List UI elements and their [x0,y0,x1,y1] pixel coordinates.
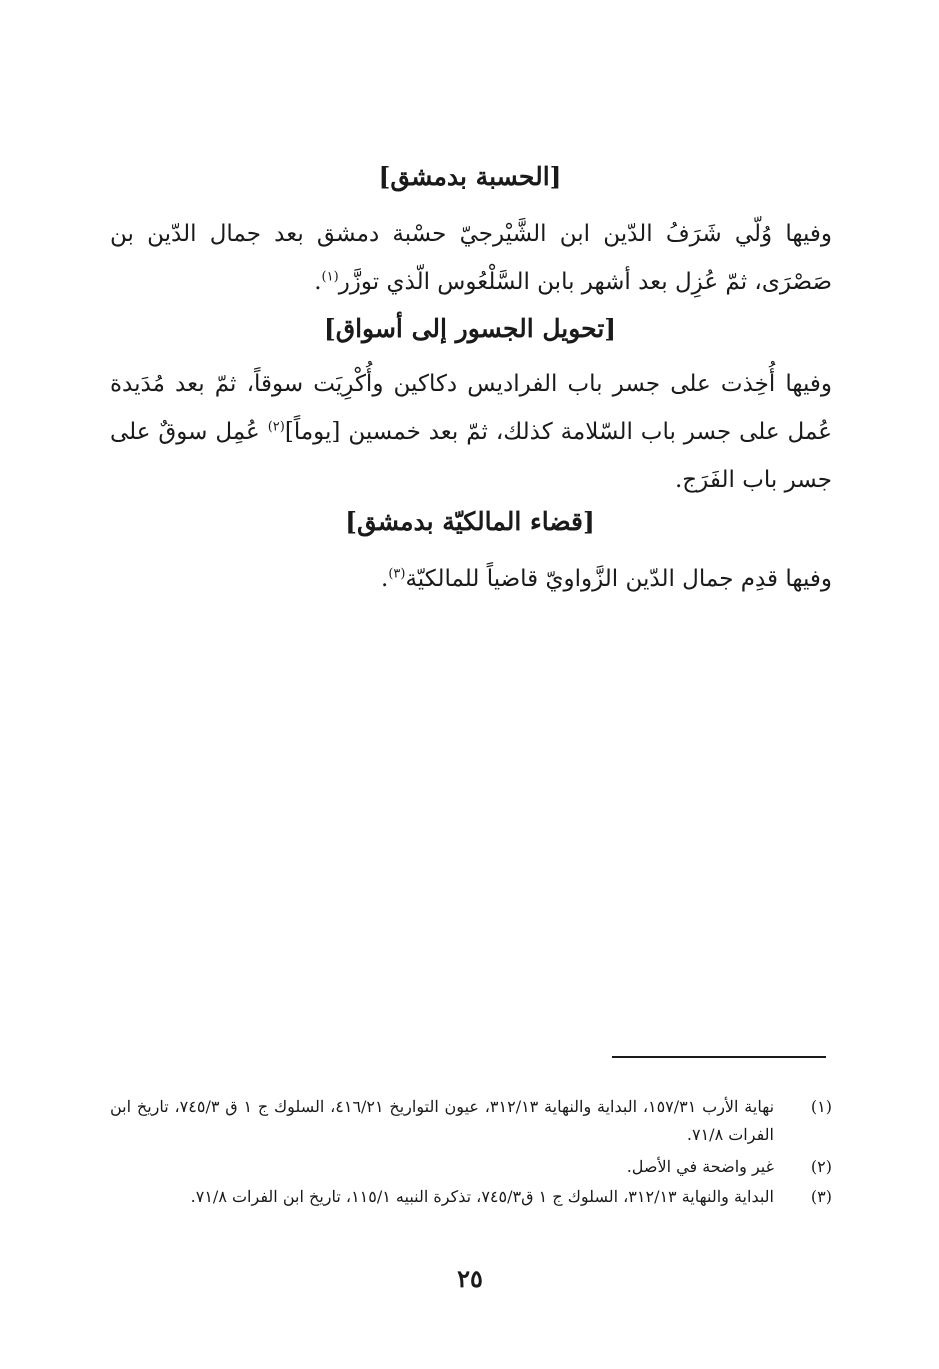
footnote-number: (١) [810,1097,832,1116]
footnote-text: البداية والنهاية ٣١٢/١٣، السلوك ج ١ ق٧٤٥/٣، تذكرة النبيه ١١٥/١، تاريخ ابن الفرات ٧١/٨. [190,1187,774,1206]
footnote-number: (٣) [810,1187,832,1206]
section-heading-maliki: [قضاء المالكيّة بدمشق] [345,507,595,536]
footnote-text: نهاية الأرب ١٥٧/٣١، البداية والنهاية ٣١٢/١٣، عيون التواريخ ٤١٦/٢١، السلوك ج ١ ق ٧٤٥/٣، تاريخ ابن الفرات ٧١/٨. [110,1097,775,1144]
paragraph-text: وفيها أُخِذت على جسر باب الفراديس دكاكين وأُكْرِيَت سوقاً، ثمّ بعد مُدَيدة عُمل على جسر باب السّلامة كذلك، ثمّ بعد خمسين [يوماً] [110,371,832,445]
footnote-ref: (٣) [388,566,406,582]
footnote-ref: (١) [321,269,339,285]
section-heading-hisba: [الحسبة بدمشق] [378,162,562,191]
paragraph-hisba [110,210,832,306]
footnote-1 [110,1093,832,1149]
paragraph-text-end: عُمِل سوقٌ على جسر باب الفَرَج. [110,419,832,493]
footnote-text: غير واضحة في الأصل. [626,1157,774,1176]
paragraph-bridges [110,360,832,504]
paragraph-maliki [110,555,832,603]
footnote-ref: (٢) [267,419,285,435]
section-heading-bridges: [تحويل الجسور إلى أسواق] [323,314,617,343]
paragraph-text: وفيها وُلّي شَرَفُ الدّين ابن الشَّيْرجيّ حسْبة دمشق بعد جمال الدّين بن صَصْرَى، ثمّ عُزِل بعد أشهر بابن السَّلْعُوس الّذي توزَّر [110,221,832,295]
footnote-3 [110,1183,832,1211]
paragraph-text-end: . [381,566,389,592]
footnote-separator [612,1056,826,1058]
page-number: ٢٥ [457,1264,483,1293]
paragraph-text-end: . [314,269,322,295]
footnote-number: (٢) [810,1157,832,1176]
paragraph-text: وفيها قدِم جمال الدّين الزَّواويّ قاضياً للمالكيّة [405,566,832,592]
footnote-2 [110,1153,832,1181]
